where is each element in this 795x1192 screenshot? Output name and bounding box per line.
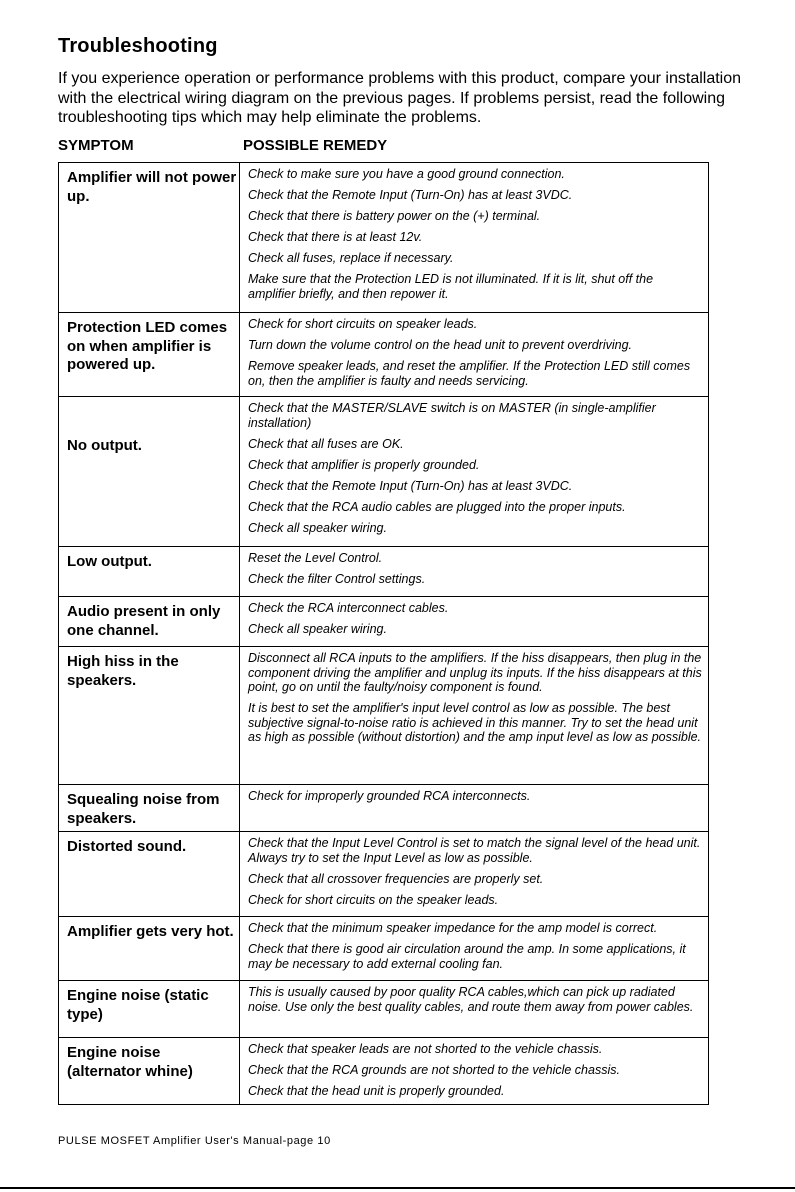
remedy-item: Check that all crossover frequencies are properly set. bbox=[248, 871, 544, 886]
remedy-cell bbox=[240, 917, 709, 981]
symptom-cell: High hiss in the speakers. bbox=[59, 647, 240, 785]
remedy-item: Check that the Remote Input (Turn-On) has at least 3VDC. bbox=[248, 478, 573, 493]
remedy-cell bbox=[240, 547, 709, 597]
symptom-cell: Amplifier will not power up. bbox=[59, 163, 240, 313]
remedy-item: Check that the Remote Input (Turn-On) has at least 3VDC. bbox=[248, 188, 573, 202]
remedy-item: Reset the Level Control. bbox=[248, 551, 383, 565]
remedy-item: This is usually caused by poor quality RCA cables,which can pick up radiated noise. Use only the best quality cables, and route them away from power cables. bbox=[248, 985, 694, 1014]
remedy-item: Check for short circuits on speaker leads. bbox=[248, 317, 478, 331]
remedy-item: Check that amplifier is properly grounded. bbox=[248, 457, 480, 472]
remedy-cell bbox=[240, 981, 709, 1038]
remedy-cell bbox=[240, 397, 709, 547]
symptom-cell: Engine noise (static type) bbox=[59, 981, 240, 1038]
symptom-cell: Engine noise (alternator whine) bbox=[59, 1038, 240, 1105]
remedy-item: Check that the head unit is properly grounded. bbox=[248, 1084, 505, 1098]
remedy-item: Check that speaker leads are not shorted to the vehicle chassis. bbox=[248, 1042, 603, 1056]
symptom-cell: No output. bbox=[59, 397, 240, 547]
page-title: Troubleshooting bbox=[58, 35, 218, 57]
remedy-item: Check all speaker wiring. bbox=[248, 520, 387, 535]
remedy-item: Check the filter Control settings. bbox=[248, 572, 426, 586]
remedy-item: Check that the minimum speaker impedance for the amp model is correct. bbox=[248, 921, 658, 935]
table-row bbox=[59, 547, 709, 597]
remedy-item: Check that there is at least 12v. bbox=[248, 230, 423, 244]
page-footer: PULSE MOSFET Amplifier User's Manual-page 10 bbox=[58, 1135, 331, 1147]
remedy-item: Check that all fuses are OK. bbox=[248, 436, 404, 451]
remedy-column-header: POSSIBLE REMEDY bbox=[243, 137, 388, 154]
table-row bbox=[59, 981, 709, 1038]
table-row bbox=[59, 597, 709, 647]
table-row bbox=[59, 163, 709, 313]
symptom-cell: Squealing noise from speakers. bbox=[59, 785, 240, 832]
symptom-cell: Amplifier gets very hot. bbox=[59, 917, 240, 981]
remedy-item: Check all speaker wiring. bbox=[248, 622, 387, 636]
remedy-item: Check that there is battery power on the (+) terminal. bbox=[248, 209, 541, 223]
remedy-item: Check that the Input Level Control is set to match the signal level of the head unit. Always try to set the Input Level as low as possible. bbox=[248, 836, 701, 865]
remedy-item: Check the RCA interconnect cables. bbox=[248, 601, 449, 615]
table-row bbox=[59, 832, 709, 917]
troubleshooting-table bbox=[58, 162, 709, 1105]
table-row bbox=[59, 1038, 709, 1105]
table-row bbox=[59, 647, 709, 785]
table-row bbox=[59, 917, 709, 981]
remedy-cell bbox=[240, 832, 709, 917]
remedy-cell bbox=[240, 785, 709, 832]
remedy-item: It is best to set the amplifier's input level control as low as possible. The best subjective signal-to-noise ratio is achieved in this manner. Try to set the head unit as high as possible (without distortion) and the amp input level as low as possible. bbox=[248, 701, 702, 744]
table-row bbox=[59, 397, 709, 547]
table-row bbox=[59, 313, 709, 397]
bottom-divider bbox=[0, 1187, 795, 1189]
remedy-item: Check that the RCA audio cables are plugged into the proper inputs. bbox=[248, 499, 626, 514]
remedy-item: Remove speaker leads, and reset the amplifier. If the Protection LED still comes on, then the amplifier is faulty and needs servicing. bbox=[248, 359, 691, 388]
remedy-item: Check that there is good air circulation around the amp. In some applications, it may be necessary to add external cooling fan. bbox=[248, 942, 686, 971]
remedy-item: Make sure that the Protection LED is not illuminated. If it is lit, shut off the amplifier briefly, and then repower it. bbox=[248, 272, 654, 301]
symptom-cell: Protection LED comes on when amplifier is powered up. bbox=[59, 313, 240, 397]
remedy-cell bbox=[240, 313, 709, 397]
symptom-cell: Low output. bbox=[59, 547, 240, 597]
remedy-item: Check for improperly grounded RCA interconnects. bbox=[248, 789, 531, 803]
remedy-cell bbox=[240, 597, 709, 647]
remedy-cell bbox=[240, 163, 709, 313]
remedy-item: Check all fuses, replace if necessary. bbox=[248, 251, 454, 265]
remedy-item: Turn down the volume control on the head unit to prevent overdriving. bbox=[248, 338, 633, 352]
symptom-cell: Audio present in only one channel. bbox=[59, 597, 240, 647]
table-row bbox=[59, 785, 709, 832]
remedy-item: Check that the RCA grounds are not shorted to the vehicle chassis. bbox=[248, 1063, 620, 1077]
intro-paragraph: If you experience operation or performance problems with this product, compare your installation with the electrical wiring diagram on the previous pages. If problems persist, read the following troubleshooting tips which may help eliminate the problems. bbox=[58, 70, 742, 126]
symptom-cell: Distorted sound. bbox=[59, 832, 240, 917]
remedy-cell bbox=[240, 1038, 709, 1105]
symptom-column-header: SYMPTOM bbox=[58, 137, 134, 154]
remedy-item: Disconnect all RCA inputs to the amplifiers. If the hiss disappears, then plug in the component driving the amplifier and unplug its inputs. If the hiss disappears at this point, go on until the faulty/noisy component is found. bbox=[248, 651, 702, 694]
remedy-item: Check for short circuits on the speaker leads. bbox=[248, 892, 499, 907]
remedy-item: Check that the MASTER/SLAVE switch is on MASTER (in single-amplifier installation) bbox=[248, 401, 656, 430]
remedy-item: Check to make sure you have a good ground connection. bbox=[248, 167, 565, 181]
remedy-cell bbox=[240, 647, 709, 785]
